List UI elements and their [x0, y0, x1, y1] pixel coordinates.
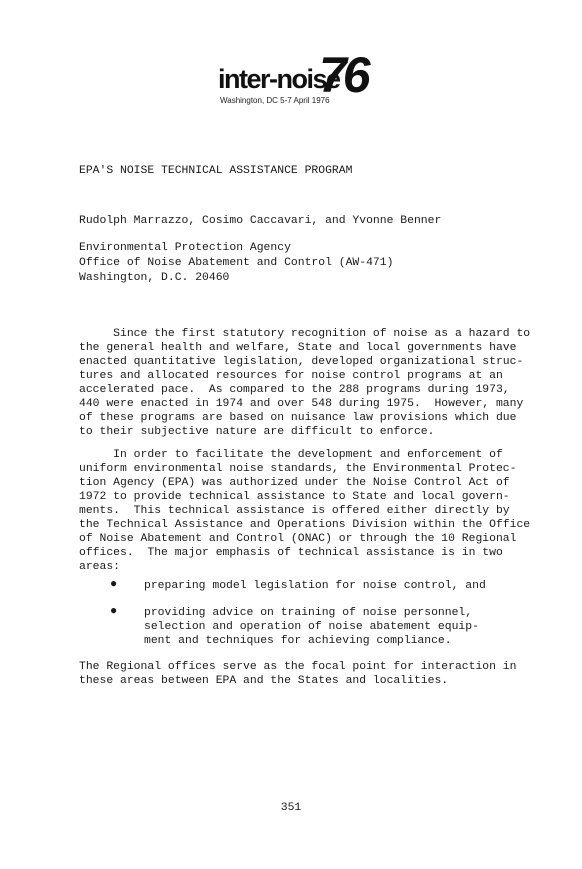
body-line: ments. This technical assistance is offered either directly by: [79, 505, 510, 517]
body-line: these areas between EPA and the States and localities.: [79, 675, 449, 687]
body-line: of Noise Abatement and Control (ONAC) or through the 10 Regional: [79, 533, 517, 545]
logo-subtitle: Washington, DC 5-7 April 1976: [220, 96, 330, 105]
paper-title: EPA'S NOISE TECHNICAL ASSISTANCE PROGRAM: [79, 165, 353, 177]
bullet-icon: ●: [110, 577, 118, 591]
body-line: The Regional offices serve as the focal point for interaction in: [79, 661, 517, 673]
affiliation-line: Washington, D.C. 20460: [79, 272, 230, 284]
body-line: tion Agency (EPA) was authorized under the Noise Control Act of: [79, 477, 510, 489]
body-line: Since the first statutory recognition of noise as a hazard to: [79, 328, 531, 340]
conference-logo: [218, 47, 368, 112]
body-line: the general health and welfare, State and local governments have: [79, 342, 517, 354]
bullet-text: providing advice on training of noise personnel,: [144, 607, 473, 619]
body-line: areas:: [79, 561, 121, 573]
affiliation-line: Environmental Protection Agency: [79, 242, 291, 254]
logo-year: 76: [319, 47, 367, 103]
body-line: uniform environmental noise standards, the Environmental Protec-: [79, 463, 517, 475]
body-line: accelerated pace. As compared to the 288 programs during 1973,: [79, 384, 510, 396]
body-line: In order to facilitate the development and enforcement of: [79, 449, 503, 461]
author-list: Rudolph Marrazzo, Cosimo Caccavari, and Yvonne Benner: [79, 215, 442, 227]
bullet-text: ment and techniques for achieving compliance.: [144, 635, 452, 647]
body-line: of these programs are based on nuisance law provisions which due: [79, 412, 517, 424]
bullet-text: selection and operation of noise abatement equip-: [144, 621, 479, 633]
logo-wordmark: inter-noise: [218, 64, 340, 94]
body-line: tures and allocated resources for noise control programs at an: [79, 370, 503, 382]
body-line: offices. The major emphasis of technical assistance is in two: [79, 547, 503, 559]
bullet-icon: ●: [110, 604, 118, 618]
body-line: the Technical Assistance and Operations Division within the Office: [79, 519, 531, 531]
page-number: 351: [280, 802, 302, 814]
bullet-text: preparing model legislation for noise control, and: [144, 580, 486, 592]
body-line: to their subjective nature are difficult to enforce.: [79, 426, 435, 438]
body-line: 1972 to provide technical assistance to State and local govern-: [79, 491, 510, 503]
body-line: 440 were enacted in 1974 and over 548 during 1975. However, many: [79, 398, 524, 410]
body-line: enacted quantitative legislation, developed organizational struc-: [79, 356, 524, 368]
affiliation-line: Office of Noise Abatement and Control (AW-471): [79, 257, 394, 269]
